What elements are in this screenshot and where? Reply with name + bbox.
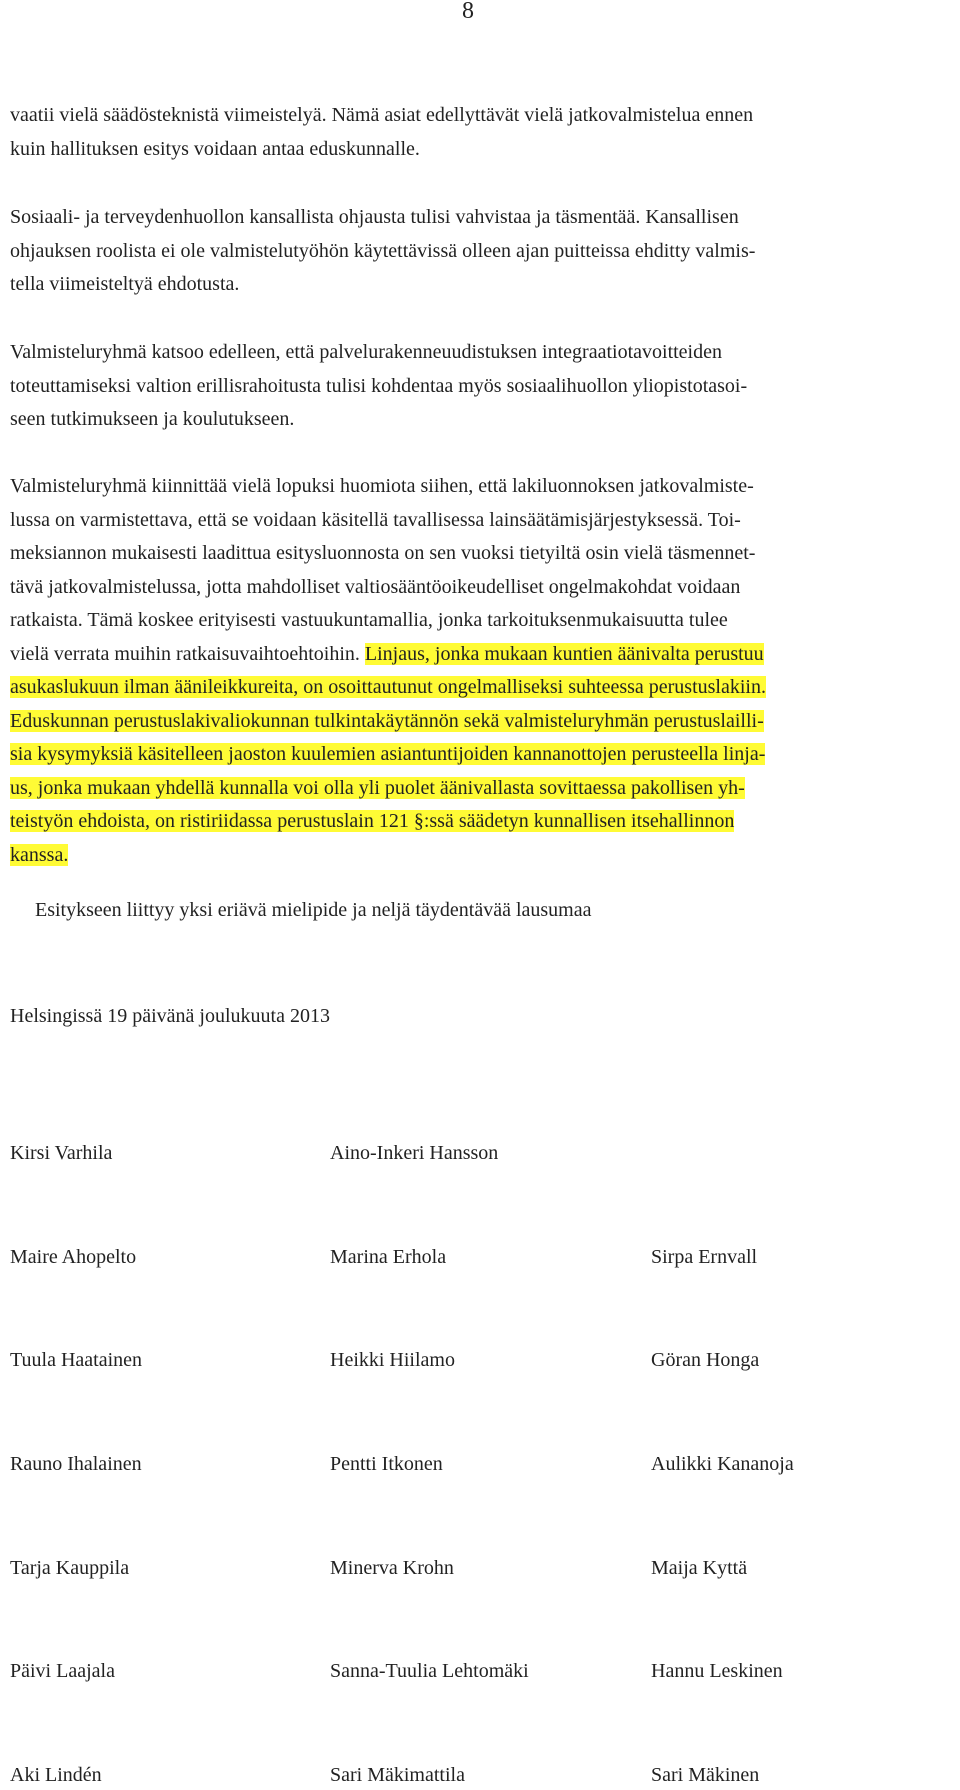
paragraph-line: ohjauksen roolista ei ole valmistelutyöhön käytettävissä olleen ajan puitteissa ehditty valmis- xyxy=(10,239,756,262)
page-number: 8 xyxy=(462,0,474,24)
signatory-name: Minerva Krohn xyxy=(330,1557,454,1579)
signatory-name: Tuula Haatainen xyxy=(10,1349,143,1371)
paragraph-2 xyxy=(10,201,948,302)
signatory-name: Päivi Laajala xyxy=(10,1660,115,1682)
signatory-name: Sirpa Ernvall xyxy=(651,1246,758,1268)
paragraph-line: tävä jatkovalmistelussa, jotta mahdolliset valtiosääntöoikeudelliset ongelmakohdat voidaan xyxy=(10,575,741,598)
signatory-name: Kirsi Varhila xyxy=(10,1142,113,1164)
paragraph-line: lussa on varmistettava, että se voidaan käsitellä tavallisessa lainsäätämisjärjestyksessä. Toi- xyxy=(10,508,741,531)
signatory-name: Pentti Itkonen xyxy=(330,1453,443,1475)
signatory-name: Sari Mäkimattila xyxy=(330,1764,465,1786)
highlighted-text: us, jonka mukaan yhdellä kunnalla voi olla yli puolet äänivallasta sovittaessa pakollisen yh- xyxy=(10,776,745,799)
signatory-name: Maire Ahopelto xyxy=(10,1246,137,1268)
signatory-name: Hannu Leskinen xyxy=(651,1660,783,1682)
signatory-name: Tarja Kauppila xyxy=(10,1557,130,1579)
signatory-name: Maija Kyttä xyxy=(651,1557,748,1579)
signatory-name: Sanna-Tuulia Lehtomäki xyxy=(330,1660,529,1682)
paragraph-3 xyxy=(10,336,948,437)
signatory-name: Aulikki Kananoja xyxy=(651,1453,794,1475)
signatory-name: Rauno Ihalainen xyxy=(10,1453,142,1475)
paragraph-1 xyxy=(10,99,948,166)
paragraph-line: vaatii vielä säädösteknistä viimeistelyä. Nämä asiat edellyttävät vielä jatkovalmistelua ennen xyxy=(10,104,754,126)
signatory-name: Göran Honga xyxy=(651,1349,760,1371)
signatory-name: Heikki Hiilamo xyxy=(330,1349,455,1371)
highlighted-text: Eduskunnan perustuslakivaliokunnan tulkintakäytännön sekä valmisteluryhmän perustuslailli- xyxy=(10,709,764,732)
paragraph-line: seen tutkimukseen ja koulutukseen. xyxy=(10,408,295,430)
paragraph-line: vielä verrata muihin ratkaisuvaihtoehtoihin. xyxy=(10,642,365,665)
paragraph-line: ratkaista. Tämä koskee erityisesti vastuukuntamallia, jonka tarkoituksenmukaisuutta tulee xyxy=(10,609,728,631)
signatory-name: Sari Mäkinen xyxy=(651,1764,760,1786)
paragraph-line: Valmisteluryhmä katsoo edelleen, että palvelurakenneuudistuksen integraatiotavoitteiden xyxy=(10,341,722,363)
signatory-name: Aino-Inkeri Hansson xyxy=(330,1142,499,1164)
paragraph-line: Valmisteluryhmä kiinnittää vielä lopuksi huomiota siihen, että lakiluonnoksen jatkovalmiste- xyxy=(10,475,754,497)
note-line: Esitykseen liittyy yksi eriävä mielipide ja neljä täydentävää lausumaa xyxy=(35,899,592,921)
paragraph-line: tella viimeisteltyä ehdotusta. xyxy=(10,273,240,295)
paragraph-4 xyxy=(10,470,948,872)
paragraph-line: Sosiaali- ja terveydenhuollon kansallista ohjausta tulisi vahvistaa ja täsmentää. Kansallisen xyxy=(10,206,739,228)
signatory-name: Aki Lindén xyxy=(10,1764,102,1786)
signatory-name: Marina Erhola xyxy=(330,1246,447,1268)
highlighted-text: asukaslukuun ilman äänileikkureita, on osoittautunut ongelmalliseksi suhteessa perustuslakiin. xyxy=(10,676,766,698)
highlighted-text: sia kysymyksiä käsitelleen jaoston kuulemien asiantuntijoiden kannanottojen perusteella linja- xyxy=(10,743,766,765)
place-date: Helsingissä 19 päivänä joulukuuta 2013 xyxy=(10,1005,330,1027)
paragraph-line: meksiannon mukaisesti laadittua esitysluonnosta on sen vuoksi tietyiltä osin vielä täsmennet- xyxy=(10,542,756,564)
paragraph-line: toteuttamiseksi valtion erillisrahoitusta tulisi kohdentaa myös sosiaalihuollon yliopistotasoi- xyxy=(10,374,748,397)
paragraph-line: kuin hallituksen esitys voidaan antaa eduskunnalle. xyxy=(10,137,420,160)
highlighted-text: Linjaus, jonka mukaan kuntien äänivalta perustuu xyxy=(364,642,764,665)
highlighted-text: kanssa. xyxy=(10,843,69,866)
highlighted-text: teistyön ehdoista, on ristiriidassa perustuslain 121 §:ssä säädetyn kunnallisen itsehallinnon xyxy=(10,810,735,832)
